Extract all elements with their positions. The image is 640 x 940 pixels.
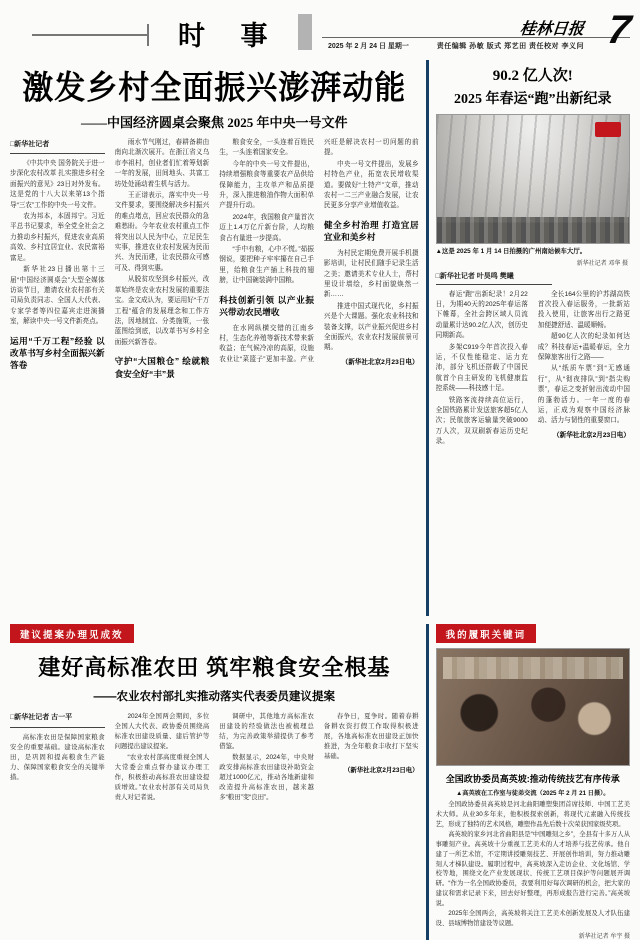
article-paragraph: 全国政协委员高英坡是河北曲阳雕塑集团首席技师、中国工艺美术大师。从业30多年来，他积极探索创新，将现代元素融入传统技艺，形成了独特的艺术风格，雕塑作品先后数十次荣获国家级奖项。 xyxy=(435,801,630,828)
article-paragraph: 高标准农田是保障国家粮食安全的重要基础。建设高标准农田，是巩固和提高粮食生产能力、保障国家粮食安全的关键举措。 xyxy=(10,733,105,781)
article-paragraph: “手中有粮，心中不慌。”茹振钢说，要把种子牢牢攥在自己手里，给粮食生产插上科技的翅膀，让中国碗装满中国粮。 xyxy=(219,246,314,285)
article-paragraph: 高英坡的家乡河北省曲阳县是“中国雕刻之乡”，全县有十多万人从事雕刻产业。高英坡十分重视工艺美术的人才培养与技艺传承。他自建了一所艺术馆，不定期讲授雕刻技艺、开展创作培训，努力推动雕刻人才梯队建设。履职过程中，高英坡深入走访企业、文化场馆、学校等地，围绕文化产业发展现状、传统工艺项目保护等问题展开调研。“作为一名全国政协委员，我要利用好每次调研的机会，把大家的建议和需求记录下来，回去好好整理，再形成报告进行完善。”高英坡说。 xyxy=(435,831,630,907)
bottom-section xyxy=(10,624,630,940)
farmland-article-byline: □新华社记者 古一平 xyxy=(10,712,105,728)
article-subhead: 科技创新引领 以产业振兴带动农民增收 xyxy=(219,294,314,318)
article-paragraph: 新华社23日播出第十三届“中国经济圆桌会”大型全媒体访谈节目，邀请农业农村部有关司局负责同志、全国人大代表、专家学者等四位嘉宾走进演播室，解读中央一号文件新亮点。 xyxy=(10,266,105,326)
farmland-article xyxy=(10,624,429,940)
article-paragraph: 调研中，其他地方高标准农田建设的经验做法也被梳理总结，为完善政策举措提供了参考借鉴。 xyxy=(219,713,314,750)
top-section xyxy=(10,60,630,616)
article-paragraph: 从“纸质车票”到“无感通行”，从“彻夜排队”到“指尖购票”，春运之变折射出流动中国的蓬勃活力。一年一度的春运，正成为观察中国经济脉动、活力与韧性的重要窗口。 xyxy=(537,365,630,425)
article-paragraph: 2024年，我国粮食产量首次迈上1.4万亿斤新台阶，人均粮食占有量进一步提高。 xyxy=(219,213,314,242)
article-paragraph: 2025年全国两会，高英坡将关注工艺美术创新发展及人才队伍建设、县域博物馆建设等议题。 xyxy=(435,910,630,927)
newspaper-page xyxy=(8,0,634,940)
train-station-photo xyxy=(436,114,630,244)
main-article-body xyxy=(10,138,419,616)
header-rule-left xyxy=(32,34,147,36)
article-paragraph: 全长164公里的沪苏湖高铁首次投入春运服务，一批新站投入使用，让旅客出行之路更加便捷舒适、温暖顺畅。 xyxy=(537,290,630,329)
article-paragraph: 2024年全国两会期间，多位全国人大代表、政协委员围绕高标准农田建设质量、建后管护等问题提出建议提案。 xyxy=(114,713,210,750)
spring-title-line2: 2025 年春运“跑”出新纪录 xyxy=(454,92,612,107)
article-dateline: （新华社北京2月23日电） xyxy=(341,358,419,366)
spring-article-title xyxy=(436,64,630,108)
duty-article-title: 全国政协委员高英坡:推动传统技艺有序传承 xyxy=(445,774,620,784)
main-article xyxy=(10,60,429,616)
article-paragraph: 在水网纵横交错的江南乡村，生态化养殖等新技术带来新收益；在气候冷凉的高原，设施农业让“菜篮子”更加丰盈。产业兴旺是解决农村一切问题的前提。 xyxy=(219,139,419,363)
article-paragraph: 数据显示，2024年，中央财政安排高标准农田建设补助资金超过1000亿元，推动各地新建和改造提升高标准农田，越来越多“粮田”变“良田”。 xyxy=(219,753,314,801)
article-subhead: 守护“大国粮仓” 绘就粮食安全好“丰”景 xyxy=(114,356,210,379)
article-paragraph: 从脱贫攻坚到乡村振兴，改革始终是农业农村发展的重要法宝。金文成认为，要运用好“千万工程”蕴含的发展理念和工作方法，因地制宜、分类施策，一张蓝图绘到底，以改革书写乡村全面振兴新答卷。 xyxy=(114,276,210,346)
page-header xyxy=(10,8,634,56)
article-paragraph: 《中共中央 国务院关于进一步深化农村改革 扎实推进乡村全面振兴的意见》23日对外发布。这是党的十八大以来第13个指导“三农”工作的中央一号文件。 xyxy=(10,160,105,209)
article-paragraph: 王正谱表示，落实中央一号文件要求，要围绕解决乡村振兴的难点堵点，回应农民群众的急难愁盼。今年农业农村重点工作将突出以人民为中心，立足民生实事，推进农业农村发展为民而兴、为民而建，让农民群众可感可及、得到实惠。 xyxy=(114,192,210,272)
article-subhead: 运用“千万工程”经验 以改革书写乡村全面振兴新答卷 xyxy=(10,335,105,371)
spring-photo-caption: ▲这是 2025 年 1 月 14 日拍摄的广州南站候车大厅。 xyxy=(435,248,587,255)
main-article-title: 激发乡村全面振兴澎湃动能 xyxy=(22,69,407,107)
header-rule-long xyxy=(322,37,630,38)
article-paragraph: 雨水节气刚过，春耕备耕由南向北渐次展开。在浙江省义乌市李祖村，创业者们忙着筹划新一年的发展，田间地头、共富工坊处处涌动着生机与活力。 xyxy=(114,139,210,188)
article-paragraph: 超90亿人次的纪录如何达成？科技春运+温暖春运，全力保障旅客出行之路—— xyxy=(537,333,630,362)
duty-column-label: 我的履职关键词 xyxy=(436,624,537,643)
article-paragraph: 春争日，夏争时。随着春耕备耕农资打假工作取得积极进展，各地高标准农田建设正加快推进，为全年粮食丰收打下坚实基础。 xyxy=(323,713,419,760)
header-rule-tick xyxy=(147,24,149,46)
duty-photo-caption: ▲高英坡在工作室与徒弟交流（2025 年 2 月 21 日摄）。 xyxy=(456,790,610,797)
article-paragraph: 粮食安全，一头连着百姓民生，一头连着国家安全。 xyxy=(219,139,314,157)
main-article-subtitle: ——中国经济圆桌会聚焦 2025 年中央一号文件 xyxy=(81,115,348,130)
workshop-photo xyxy=(436,648,630,766)
farmland-article-body xyxy=(10,712,419,860)
article-paragraph: 中央一号文件提出，发展乡村特色产业，拓宽农民增收渠道。要做好“土特产”文章，推动农村一二三产业融合发展，让农民更多分享产业增值收益。 xyxy=(323,160,419,210)
spring-photo-credit: 新华社记者 邓华 摄 xyxy=(576,260,628,267)
side-column xyxy=(429,60,630,616)
page-number: 7 xyxy=(604,8,634,52)
article-paragraph: 推进中国式现代化，乡村振兴是个大课题。强化农业科技和装备支撑，以产业振兴促进乡村全面振兴，农业农村发展前景可期。 xyxy=(323,302,419,352)
crowd-graphic xyxy=(437,217,629,243)
article-paragraph: 为村民定期免费开展手机摄影培训，让村民们随手记录生活之美；邀请美术专业人士，帮村里设计墙绘，乡村面貌焕然一新…… xyxy=(323,249,419,299)
duty-box xyxy=(429,624,630,940)
duty-photo-credit: 新华社记者 牟宇 摄 xyxy=(578,933,630,940)
article-dateline: （新华社北京2月23日电） xyxy=(343,766,419,774)
farmland-article-subtitle: ——农业农村部扎实推动落实代表委员建议提案 xyxy=(93,691,336,703)
red-stamp-graphic xyxy=(595,122,621,137)
spring-title-line1: 90.2 亿人次! xyxy=(492,68,573,84)
article-subhead: 健全乡村治理 打造宜居宜业和美乡村 xyxy=(323,219,419,243)
header-gray-block xyxy=(298,14,312,50)
masthead-logo: 桂林日报 xyxy=(518,21,585,38)
article-paragraph: 多架C919今年首次投入春运，不仅性能稳定、运力充沛，部分飞机还搭载了中国民航首个自主研发的飞机健康监控系统——科技感十足。 xyxy=(435,343,528,393)
duty-article-text xyxy=(436,800,630,929)
article-paragraph: 农为邦本，本固邦宁。习近平总书记要求，举全党全社会之力推动乡村振兴，促进农业高质高效、乡村宜居宜业、农民富裕富足。 xyxy=(10,213,105,262)
article-paragraph: 铁路客流持续高位运行，全国铁路累计发送旅客超5亿人次；民航旅客运输量突破9000万人次，双双刷新春运历史纪录。 xyxy=(435,396,528,446)
section-title: 时 事 xyxy=(178,21,282,51)
staff-credits: 责任编辑 孙敏 版式 郑艺田 责任校对 李义问 xyxy=(436,43,584,50)
issue-date: 2025 年 2 月 24 日 星期一 xyxy=(328,43,409,50)
farmland-column-label: 建议提案办理见成效 xyxy=(10,624,134,643)
spring-article-text xyxy=(436,290,630,448)
main-article-byline: □新华社记者 xyxy=(10,138,105,154)
spring-article-body xyxy=(436,290,630,598)
article-paragraph: “农业农村部高度重视全国人大常委会重点督办建议办理工作，积极推动高标准农田建设提质增效。”农业农村部有关司局负责人对记者说。 xyxy=(114,753,210,801)
farmland-article-title: 建好高标准农田 筑牢粮食安全根基 xyxy=(38,655,391,680)
main-article-text xyxy=(10,138,419,380)
article-paragraph: 今年的中央一号文件提出，持续增强粮食等重要农产品供给保障能力，主攻单产和品质提升，深入推进粮油作物大面积单产提升行动。 xyxy=(219,160,314,210)
sculpture-shelf-graphic xyxy=(443,657,623,679)
article-dateline: （新华社北京2月23日电） xyxy=(553,431,630,439)
article-paragraph: 春运“跑”出新纪录！2月22日，为期40天的2025年春运落下帷幕，全社会跨区域人员流动量累计达90.2亿人次，创历史同期新高。 xyxy=(435,290,528,340)
spring-article-byline: □新华社记者 叶昊鸣 樊曦 xyxy=(436,271,553,285)
